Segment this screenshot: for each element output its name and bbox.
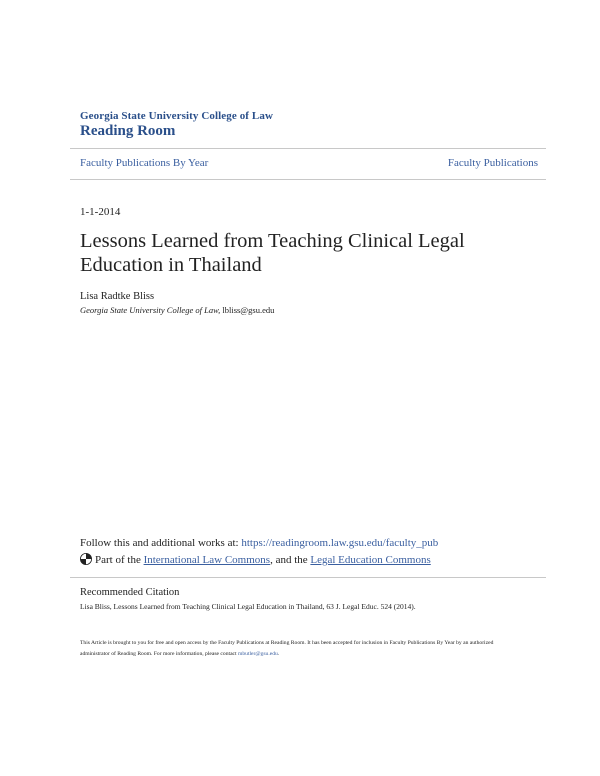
affiliation-text: Georgia State University College of Law: [80, 305, 219, 315]
part-of-prefix: Part of the: [95, 554, 144, 566]
notice-end: .: [277, 651, 280, 657]
divider-citation: [70, 577, 546, 578]
part-of-line: [80, 553, 431, 566]
follow-label: Follow this and additional works at:: [80, 537, 242, 549]
author-email: lbliss@gsu.edu: [222, 305, 275, 315]
repository-name[interactable]: Reading Room: [80, 123, 176, 139]
institution-header: [80, 110, 273, 140]
follow-url-link[interactable]: https://readingroom.law.gsu.edu/faculty_pub: [241, 537, 439, 549]
follow-line: [80, 537, 438, 549]
article-title: Lessons Learned from Teaching Clinical Legal Education in Thailand: [80, 230, 465, 276]
nav-faculty-publications-by-year[interactable]: Faculty Publications By Year: [80, 157, 209, 169]
author-name: Lisa Radtke Bliss: [80, 291, 155, 302]
part-of-joiner: , and the: [270, 554, 311, 566]
citation-text: Lisa Bliss, Lessons Learned from Teaching Clinical Legal Education in Thailand, 63 J. Legal Educ. 524 (2014).: [80, 602, 416, 611]
bepress-network-icon: [80, 553, 92, 565]
divider-nav: [70, 179, 546, 180]
international-law-commons-link[interactable]: International Law Commons: [143, 554, 271, 566]
access-notice: [80, 638, 520, 660]
nav-faculty-publications[interactable]: Faculty Publications: [447, 157, 538, 169]
recommended-citation-heading: Recommended Citation: [80, 587, 180, 598]
divider-top: [70, 148, 546, 149]
author-affiliation: Georgia State University College of Law, lbliss@gsu.edu: [80, 305, 275, 315]
publication-date: 1-1-2014: [80, 206, 121, 218]
notice-text: This Article is brought to you for free and open access by the Faculty Publications at Reading Room. It has been accepted for inclusion in Faculty Publications By Year by an authorized administrator of Reading Room. For more information, please contact: [80, 640, 494, 657]
institution-name[interactable]: Georgia State University College of Law: [80, 110, 273, 122]
legal-education-commons-link[interactable]: Legal Education Commons: [310, 554, 431, 566]
contact-email-link[interactable]: mbutler@gsu.edu: [238, 651, 278, 657]
